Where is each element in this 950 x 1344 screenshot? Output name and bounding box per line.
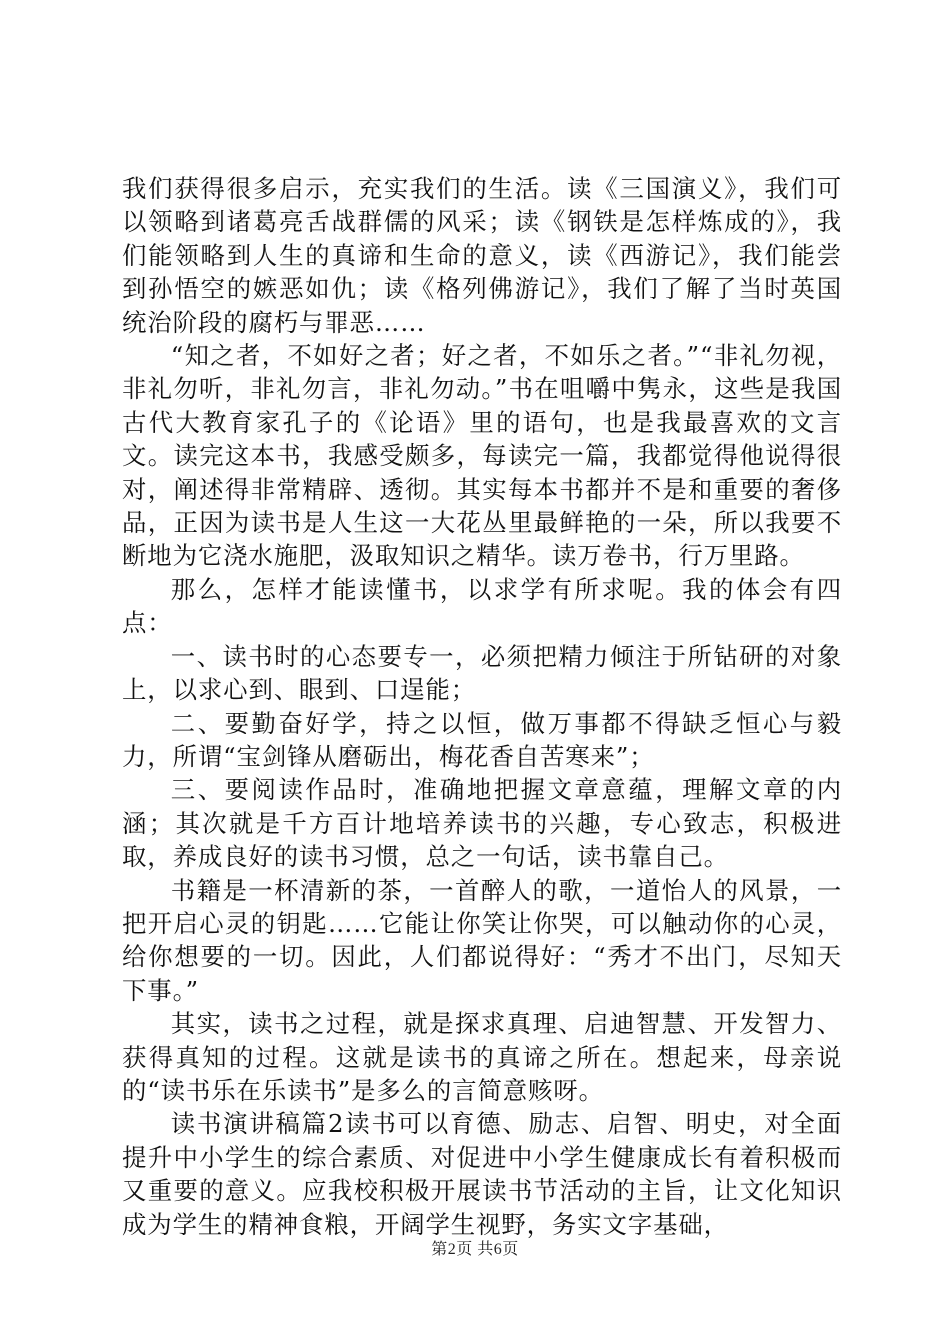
paragraph-2: “知之者，不如好之者；好之者，不如乐之者。”“非礼勿视，非礼勿听，非礼勿言，非礼勿动。”书在咀嚼中隽永，这些是我国古代大教育家孔子的《论语》里的语句，也是我最喜欢的文言文。读完这本书，我感受颇多，每读完一篇，我都觉得他说得很对，阐述得非常精辟、透彻。其实每本书都并不是和重要的奢侈品，正因为读书是人生这一大花丛里最鲜艳的一朵，所以我要不断地为它浇水施肥，汲取知识之精华。读万卷书，行万里路。 bbox=[122, 341, 842, 571]
body-text bbox=[122, 172, 842, 1241]
paragraph-5: 二、要勤奋好学，持之以恒，做万事都不得缺乏恒心与毅力，所谓“宝剑锋从磨砺出，梅花香自苦寒来”； bbox=[122, 708, 842, 771]
paragraph-3: 那么，怎样才能读懂书，以求学有所求呢。我的体会有四点： bbox=[122, 574, 842, 638]
paragraph-8: 其实，读书之过程，就是探求真理、启迪智慧、开发智力、获得真知的过程。这就是读书的真谛之所在。想起来，母亲说的“读书乐在乐读书”是多么的言简意赅呀。 bbox=[122, 1009, 842, 1105]
paragraph-6: 三、要阅读作品时，准确地把握文章意蕴，理解文章的内涵；其次就是千方百计地培养读书的兴趣，专心致志，积极进取，养成良好的读书习惯，总之一句话，读书靠自己。 bbox=[122, 775, 842, 872]
page-footer: 第2页 共6页 bbox=[431, 1241, 519, 1258]
paragraph-9: 读书演讲稿篇2读书可以育德、励志、启智、明史，对全面提升中小学生的综合素质、对促进中小学生健康成长有着积极而又重要的意义。应我校积极开展读书节活动的主旨，让文化知识成为学生的精神食粮，开阔学生视野，务实文字基础， bbox=[122, 1109, 842, 1239]
paragraph-1: 我们获得很多启示，充实我们的生活。读《三国演义》，我们可以领略到诸葛亮舌战群儒的风采；读《钢铁是怎样炼成的》，我们能领略到人生的真谛和生命的意义，读《西游记》，我们能尝到孙悟空的嫉恶如仇；读《格列佛游记》，我们了解了当时英国统治阶段的腐朽与罪恶…… bbox=[122, 174, 842, 337]
paragraph-4: 一、读书时的心态要专一，必须把精力倾注于所钻研的对象上，以求心到、眼到、口逞能； bbox=[122, 641, 842, 705]
paragraph-7: 书籍是一杯清新的茶，一首醉人的歌，一道怡人的风景，一把开启心灵的钥匙……它能让你笑让你哭，可以触动你的心灵，给你想要的一切。因此，人们都说得好：“秀才不出门，尽知天下事。” bbox=[122, 875, 842, 1005]
